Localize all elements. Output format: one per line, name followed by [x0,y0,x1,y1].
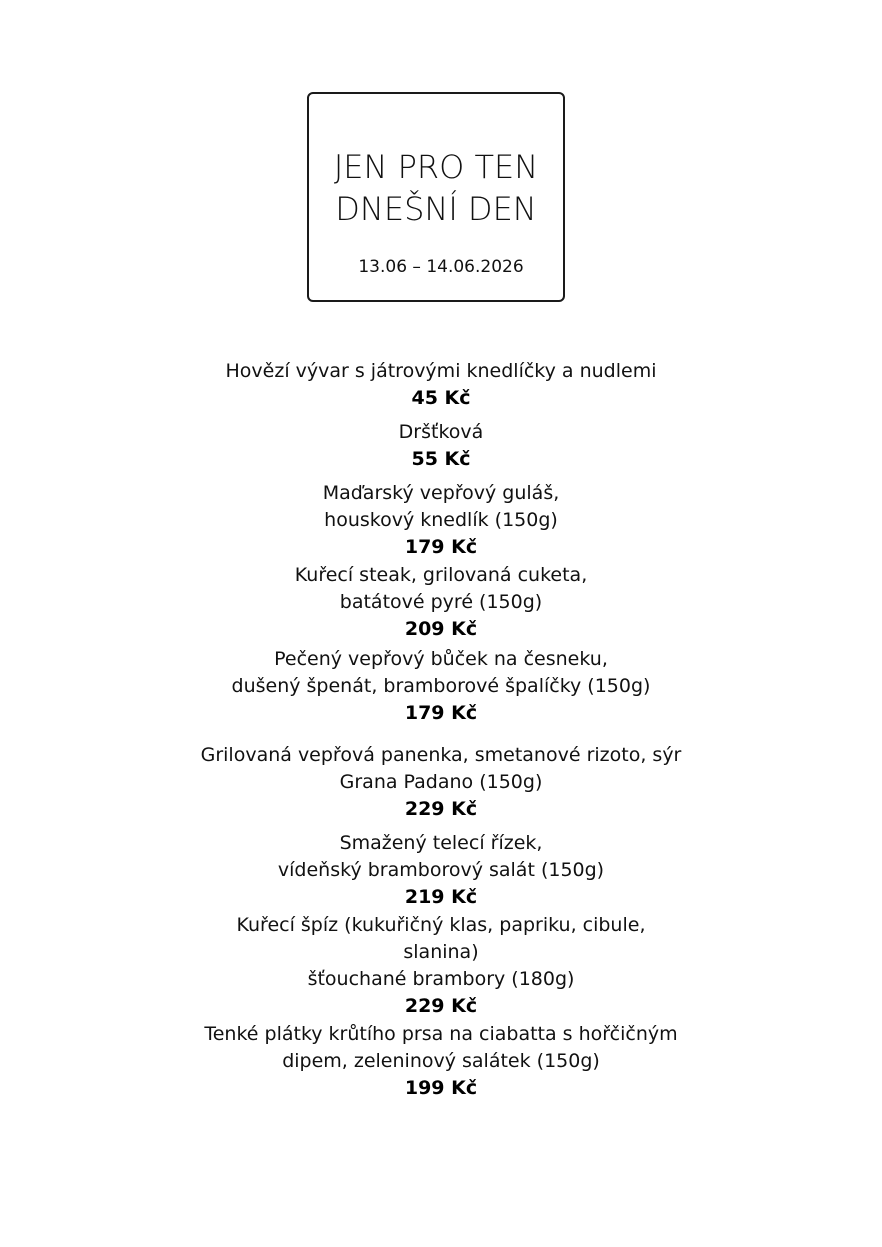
date-range: 13.06 – 14.06.2026 [358,257,524,277]
dish-name: Grilovaná vepřová panenka, smetanové rizoto, sýr [200,744,682,766]
dish-price: 209 Kč [404,618,478,640]
dish-price: 179 Kč [404,702,478,724]
dish-name: vídeňský bramborový salát (150g) [277,859,605,881]
menu-item [0,742,882,822]
title-line-1: JEN PRO TEN [333,148,539,186]
dish-name: Kuřecí steak, grilovaná cuketa, [294,564,588,586]
menu-item [0,419,882,472]
dish-name: Dršťková [398,421,484,443]
dish-name: slanina) [403,941,479,963]
dish-price: 219 Kč [404,886,478,908]
menu-item [0,562,882,642]
dish-name: Hovězí vývar s játrovými knedlíčky a nudlemi [225,360,657,382]
menu-item [0,480,882,560]
dish-name: Maďarský vepřový guláš, [322,482,560,504]
dish-price: 55 Kč [411,448,471,470]
dish-name: dipem, zeleninový salátek (150g) [282,1050,600,1072]
daily-menu [0,358,882,1101]
dish-name: Pečený vepřový bůček na česneku, [274,648,608,670]
title-line-2: DNEŠNÍ DEN [335,190,537,228]
dish-name: Kuřecí špíz (kukuřičný klas, papriku, cibule, [236,914,646,936]
menu-item [0,912,882,1019]
dish-price: 45 Kč [411,387,471,409]
dish-name: Tenké plátky krůtího prsa na ciabatta s hořčičným [204,1023,678,1045]
dish-name: dušený špenát, bramborové špalíčky (150g) [231,675,651,697]
dish-price: 179 Kč [404,536,478,558]
dish-name: Grana Padano (150g) [339,771,543,793]
dish-price: 229 Kč [404,798,478,820]
menu-item [0,646,882,726]
dish-price: 199 Kč [404,1077,478,1099]
dish-price: 229 Kč [404,995,478,1017]
dish-name: Smažený telecí řízek, [339,832,543,854]
dish-name: houskový knedlík (150g) [324,509,558,531]
title-box [307,92,565,302]
menu-item [0,1021,882,1101]
menu-item [0,830,882,910]
dish-name: šťouchané brambory (180g) [307,968,575,990]
menu-item [0,358,882,411]
dish-name: batátové pyré (150g) [339,591,543,613]
